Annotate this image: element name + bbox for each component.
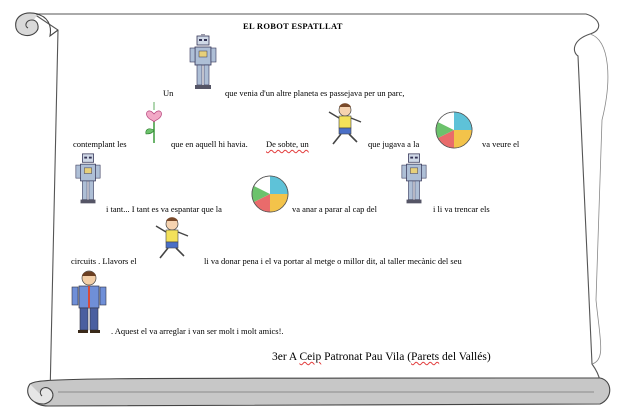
credit-school-name: Patronat Pau Vila (: [321, 351, 412, 363]
credit-town: Parets: [411, 351, 440, 363]
story-line-3a: i tant... I tant es va espantar que la: [106, 204, 222, 214]
credit-region: del Vallés): [439, 351, 491, 363]
boy-icon: [325, 102, 365, 146]
robot-icon: [400, 152, 428, 208]
robot-icon: [74, 152, 102, 208]
story-line-2c: De sobte, un: [266, 139, 309, 149]
story-line-1b: que venia d'un altre planeta es passejava per un parc,: [225, 88, 405, 98]
credit-class: 3er A: [272, 351, 300, 363]
robot-icon: [188, 34, 218, 94]
story-line-2b: que en aquell hi havia.: [171, 139, 248, 149]
story-line-2a: contemplant les: [73, 139, 127, 149]
story-title: EL ROBOT ESPATLLAT: [243, 21, 343, 31]
ball-icon: [434, 110, 474, 150]
story-line-2e: va veure el: [482, 139, 520, 149]
boy-icon: [152, 216, 192, 260]
story-line-4a: circuits . Llavors el: [71, 256, 137, 266]
story-line-2d: que jugava a la: [368, 139, 420, 149]
credit-school-type: Ceip: [299, 351, 322, 363]
ball-icon: [250, 174, 290, 214]
story-line-4b: li va donar pena i el va portar al metge o millor dit, al taller mecànic del seu: [204, 256, 462, 266]
flower-icon: [141, 100, 167, 144]
author-credit: [272, 351, 491, 363]
father-icon: [70, 270, 108, 334]
story-line-5: . Aquest el va arreglar i van ser molt i molt amics!.: [111, 326, 284, 336]
story-line-3b: va anar a parar al cap del: [292, 204, 377, 214]
story-line-3c: i li va trencar els: [433, 204, 490, 214]
story-line-1a: Un: [163, 88, 174, 98]
